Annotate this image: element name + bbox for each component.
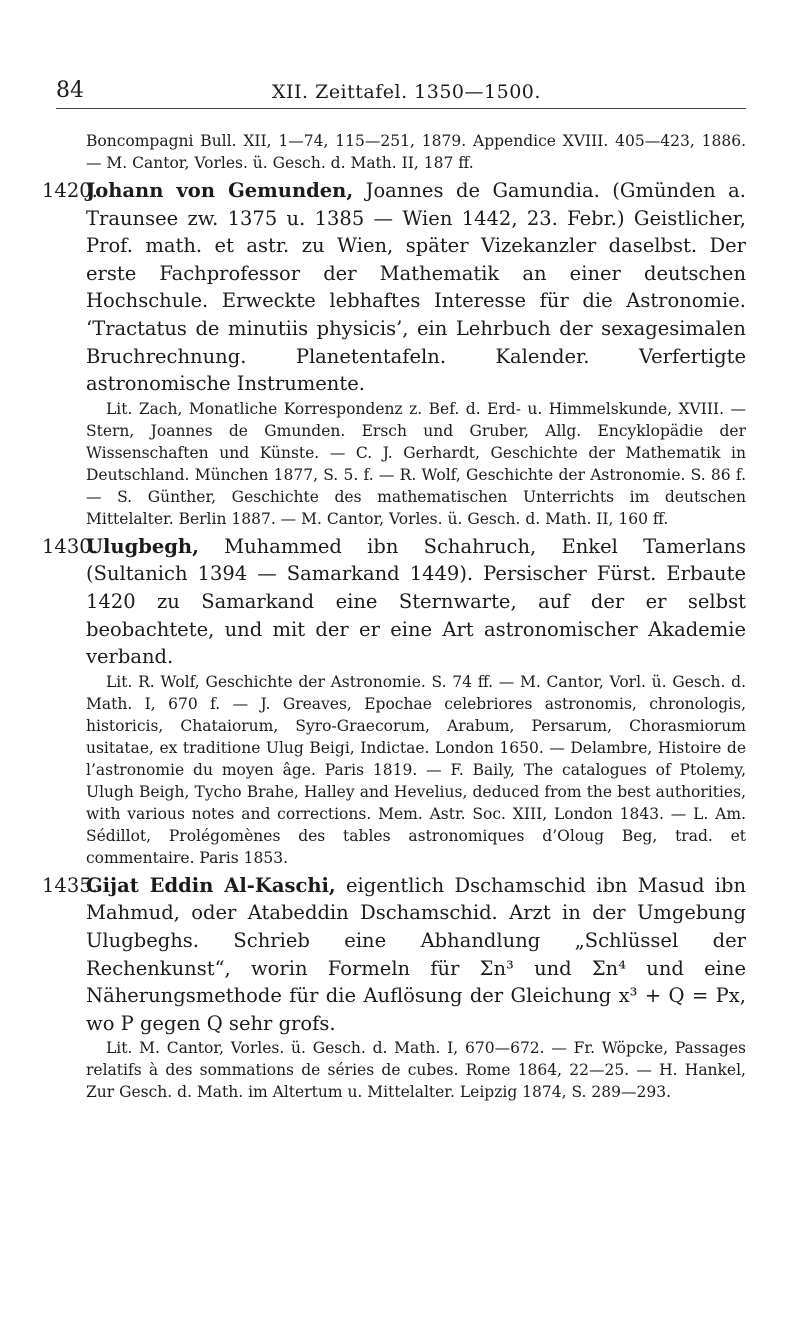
entry-year: 1420.	[42, 179, 98, 202]
entry-name: Johann von Gemunden,	[86, 179, 354, 202]
entry-johann-von-gemunden	[42, 177, 746, 530]
entry-name: Ulugbegh,	[86, 534, 199, 558]
entry-al-kaschi	[42, 872, 746, 1104]
continued-literature: Boncompagni Bull. XII, 1—74, 115—251, 1879. Appendice XVIII. 405—423, 1886. — M. Cantor, Vorles. ü. Gesch. d. Math. II, 187 ff.	[86, 132, 746, 172]
entry-literature: Lit. R. Wolf, Geschichte der Astronomie. S. 74 ff. — M. Cantor, Vorl. ü. Gesch. d. Math. I, 670 f. — J. Greaves, Epochae celebriores astronomis, chronologis, historicis, Chataiorum, Syro-Graecorum, Arabum, Persarum, Chorasmiorum usitatae, ex traditione Ulug Beigi, Indictae. London 1650. — Delambre, Histoire de l’astronomie du moyen âge. Paris 1819. — F. Baily, The catalogues of Ptolemy, Ulugh Beigh, Tycho Brahe, Halley and Hevelius, deduced from the best authorities, with various notes and corrections. Mem. Astr. Soc. XIII, London 1843. — L. Am. Sédillot, Prolégomènes des tables astronomiques d’Oloug Beg, trad. et commentaire. Paris 1853.	[86, 672, 746, 867]
entry-year: 1430.	[42, 534, 98, 558]
entry-literature: Lit. M. Cantor, Vorles. ü. Gesch. d. Math. I, 670—672. — Fr. Wöpcke, Passages relatifs à des sommations de séries de cubes. Rome 1864, 22—25. — H. Hankel, Zur Gesch. d. Math. im Altertum u. Mittelalter. Leipzig 1874, S. 289—293.	[86, 1039, 746, 1102]
entry-literature: Lit. Zach, Monatliche Korrespondenz z. Bef. d. Erd- u. Himmelskunde, XVIII. — Stern, Joannes de Gmunden. Ersch und Gruber, Allg. Encyklopädie der Wissenschaften und Künste. — C. J. Gerhardt, Geschichte der Mathematik in Deutschland. München 1877, S. 5. f. — R. Wolf, Geschichte der Astronomie. S. 86 f. — S. Günther, Geschichte des mathematischen Unterrichts im deutschen Mittelalter. Berlin 1887. — M. Cantor, Vorles. ü. Gesch. d. Math. II, 160 ff.	[86, 399, 746, 528]
page-number: 84	[56, 78, 84, 103]
page-header	[0, 78, 800, 106]
entry-text	[86, 872, 746, 1038]
text-column	[42, 130, 747, 1103]
entry-text	[86, 533, 746, 671]
running-title: XII. Zeittafel. 1350—1500.	[272, 81, 541, 103]
entry-description: Joannes de Gamundia. (Gmünden a. Traunsee zw. 1375 u. 1385 — Wien 1442, 23. Febr.) Geistlicher, Prof. math. et astr. zu Wien, später Vizekanzler daselbst. Der erste Fachprofessor der Mathematik an einer deutschen Hochschule. Erweckte lebhaftes Interesse für die Astronomie. ‘Tractatus de minutiis physicis’, ein Lehrbuch der sexagesimalen Bruchrechnung. Planetentafeln. Kalender. Verfertigte astronomische Instrumente.	[86, 179, 746, 396]
entry-name: Gijat Eddin Al-Kaschi,	[86, 873, 336, 897]
entry-year: 1435.	[42, 873, 98, 897]
entry-description: Muhammed ibn Schahruch, Enkel Tamerlans (Sultanich 1394 — Samarkand 1449). Persischer Fürst. Erbaute 1420 zu Samarkand eine Sternwarte, auf der er selbst beobachtete, und mit der er eine Art astronomischer Akademie verband.	[86, 534, 747, 669]
entry-text	[86, 177, 746, 398]
entry-ulugbegh	[42, 533, 747, 869]
header-rule	[56, 108, 746, 109]
entry-description: eigentlich Dschamschid ibn Masud ibn Mahmud, oder Atabeddin Dschamschid. Arzt in der Umgebung Ulugbeghs. Schrieb eine Abhandlung „Schlüssel der Rechenkunst“, worin Formeln für Σn³ und Σn⁴ und eine Näherungsmethode für die Auflösung der Gleichung x³ + Q = Px, wo P gegen Q sehr grofs.	[86, 873, 746, 1035]
